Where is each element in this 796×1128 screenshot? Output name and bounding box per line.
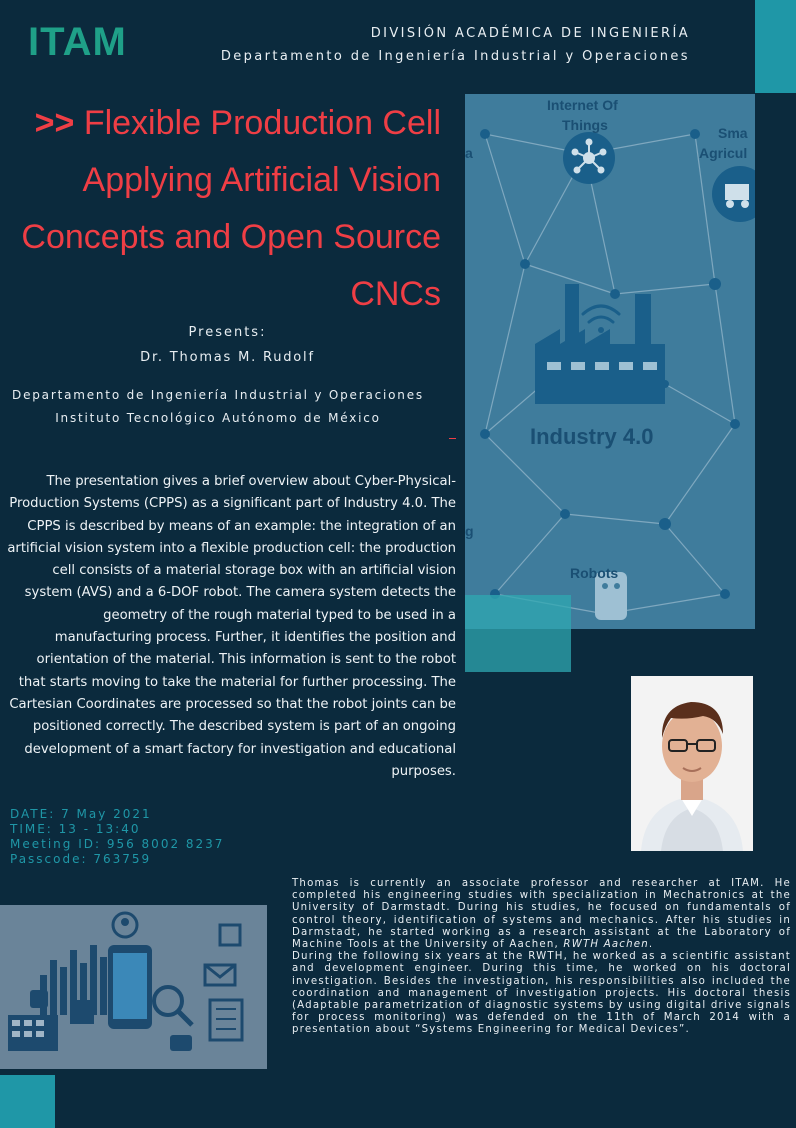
bio-paragraph-2: During the following six years at the RWTH, he worked as a scientific assistant and development engineer. During this time, he worked on his doctoral investigation. Besides the investigation, his responsibilities also included the coordination and management of investigation projects. His doctoral thesis (Adaptable parametrization of diagnostic systems by using digital drive signals for process monitoring) was defended on the 11th of March 2014 with a presentation about “Systems Engineering for Medical Devices”. <box>292 951 791 1036</box>
meeting-id: Meeting ID: 956 8002 8237 <box>10 837 225 851</box>
presenter-name: Thomas M. Rudolf <box>169 350 315 365</box>
hero-label-left-g: g <box>465 523 474 539</box>
bio-p1-text: Thomas is currently an associate professor and researcher at ITAM. He completed his engineering studies with specialization in Mechatronics at the University of Darmstadt. During his studies, he focused on fundamentals of control theory, identification of systems and mechanics. After his studies in Darmstadt, he started working as a research assistant at the Laboratory of Machine Tools at the University of Aachen, <box>292 878 791 951</box>
industry-4-illustration <box>465 94 755 629</box>
digital-tech-illustration <box>0 905 267 1069</box>
department-title: Departamento de Ingeniería Industrial y Operaciones <box>220 49 690 64</box>
affiliation <box>0 384 436 430</box>
hero-label-agri-1: Sma <box>718 125 748 141</box>
presents-label: Presents: <box>188 325 267 340</box>
hero-label-iot-1: Internet Of <box>547 97 618 113</box>
division-header <box>221 22 690 68</box>
presenter-prefix: Dr. <box>140 350 164 365</box>
hero-label-robots: Robots <box>570 565 619 581</box>
hero-label-iot-2: Things <box>562 117 608 133</box>
event-details <box>10 807 224 867</box>
event-time: TIME: 13 - 13:40 <box>10 822 141 836</box>
hero-label-left-a: a <box>465 145 473 161</box>
division-title: DIVISIÓN ACADÉMICA DE INGENIERÍA <box>370 26 690 41</box>
speaker-bio <box>292 878 791 1037</box>
talk-abstract: The presentation gives a brief overview about Cyber-Physical-Production Systems (CPPS) as a significant part of Industry 4.0. The CPPS is described by means of an example: the integration of an artificial vision system into a flexible production cell: the production cell consists of a material storage box with an artificial vision system (AVS) and a 6-DOF robot. The camera system detects the geometry of the rough material typed to be used in a manufacturing process. Further, it identifies the position and orientation of the material. This information is sent to the robot that starts moving to take the material for further processing. The Cartesian Coordinates are processed so that the robot joints can be positioned correctly. The described system is part of an ongoing development of a smart factory for investigation and educational purposes. <box>7 474 456 779</box>
hero-label-industry: Industry 4.0 <box>530 424 654 449</box>
divider-dash <box>449 438 456 439</box>
affiliation-department: Departamento de Ingeniería Industrial y Operaciones <box>12 388 424 402</box>
title-arrows: >> <box>34 104 75 142</box>
presenter-name-line <box>0 350 455 365</box>
hero-label-agri-2: Agricul <box>699 145 748 161</box>
decorative-teal-block-top-right <box>755 0 796 93</box>
decorative-teal-block-middle <box>465 595 571 672</box>
bio-p1-emphasis: RWTH Aachen <box>563 939 649 951</box>
speaker-photo <box>631 676 753 851</box>
itam-logo: ITAM <box>28 20 127 64</box>
event-date: DATE: 7 May 2021 <box>10 807 152 821</box>
decorative-teal-block-bottom-left <box>0 1075 55 1128</box>
bio-paragraph-1 <box>292 878 791 951</box>
affiliation-institute: Instituto Tecnológico Autónomo de México <box>55 411 381 425</box>
meeting-passcode: Passcode: 763759 <box>10 852 152 866</box>
talk-title <box>1 95 441 323</box>
title-text: Flexible Production Cell Applying Artificial Vision Concepts and Open Source CNCs <box>21 104 441 313</box>
bio-p1-end: . <box>648 939 654 951</box>
